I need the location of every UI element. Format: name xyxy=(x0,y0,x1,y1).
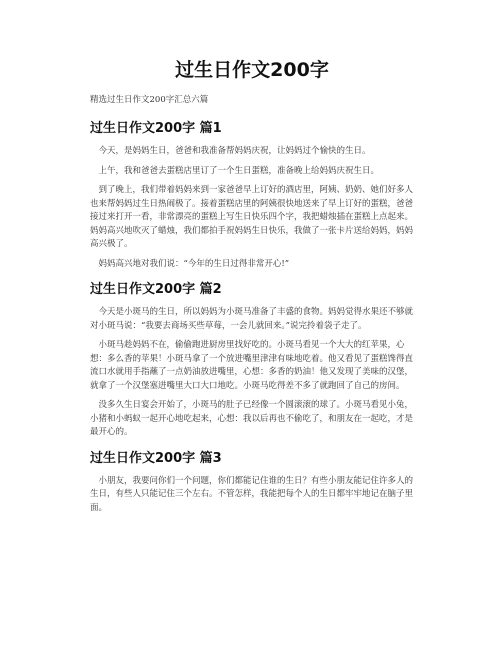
paragraph: 妈妈高兴地对我们说：“今年的生日过得非常开心!” xyxy=(98,258,290,269)
paragraph: 小斑马趁妈妈不在，偷偷跑进厨房里找好吃的。小斑马看见一个大大的红苹果，心想：多么香的苹果！小斑马拿了一个放进嘴里津津有味地吃着。他又看见了蛋糕馋得直流口水就用手指蘸了一点奶油放进嘴里，心想：多香的奶油！他又发现了美味的汉堡，就拿了一个汉堡塞进嘴里大口大口地吃。小斑马吃得差不多了就跑回了自己的房间。 xyxy=(90,340,414,391)
paragraph: 到了晚上，我们带着妈妈来到一家爸爸早上订好的酒店里，阿姨、奶奶、她们好多人也来帮妈妈过生日热闹极了。接着蛋糕店里的阿姨很快地送来了早上订好的蛋糕，爸爸接过来打开一看，非常漂亮的蛋糕上写生日快乐四个字，我把蜡烛插在蛋糕上点起来。妈妈高兴地吹灭了蜡烛，我们都拍手祝妈妈生日快乐，我做了一张卡片送给妈妈，妈妈高兴极了。 xyxy=(90,185,414,249)
paragraph: 今天，是妈妈生日，爸爸和我准备帮妈妈庆祝，让妈妈过个愉快的生日。 xyxy=(98,146,371,156)
section-heading: 过生日作文200字 篇2 xyxy=(90,282,222,297)
paragraph: 小朋友，我要问你们一个问题，你们都能记住谁的生日？有些小朋友能记住许多人的生日，有些人只能记住三个左右。不管怎样，我能把每个人的生日都牢牢地记在脑子里面。 xyxy=(90,475,414,513)
essay-section-3 xyxy=(90,450,414,516)
essay-section-1 xyxy=(90,120,414,271)
paragraph: 今天是小斑马的生日，所以妈妈为小斑马准备了丰盛的食物。妈妈觉得水果还不够就对小斑马说：“我要去商场买些草莓，一会儿就回来。”说完拎着袋子走了。 xyxy=(90,307,414,331)
paragraph: 上午，我和爸爸去蛋糕店里订了一个生日蛋糕，准备晚上给妈妈庆祝生日。 xyxy=(98,165,380,176)
document-title: 过生日作文200字 xyxy=(175,59,329,81)
essay-section-2 xyxy=(90,281,414,440)
paragraph: 没多久生日宴会开始了，小斑马的肚子已经像一个圆滚滚的球了。小斑马看见小兔，小猪和小蚂蚁一起开心地吃起来，心想：我以后再也不偷吃了，和朋友在一起吃，才是最开心的。 xyxy=(90,400,414,437)
section-heading: 过生日作文200字 篇1 xyxy=(90,121,222,136)
section-heading: 过生日作文200字 篇3 xyxy=(90,450,222,466)
document-subtitle: 精选过生日作文200字汇总六篇 xyxy=(90,95,209,105)
